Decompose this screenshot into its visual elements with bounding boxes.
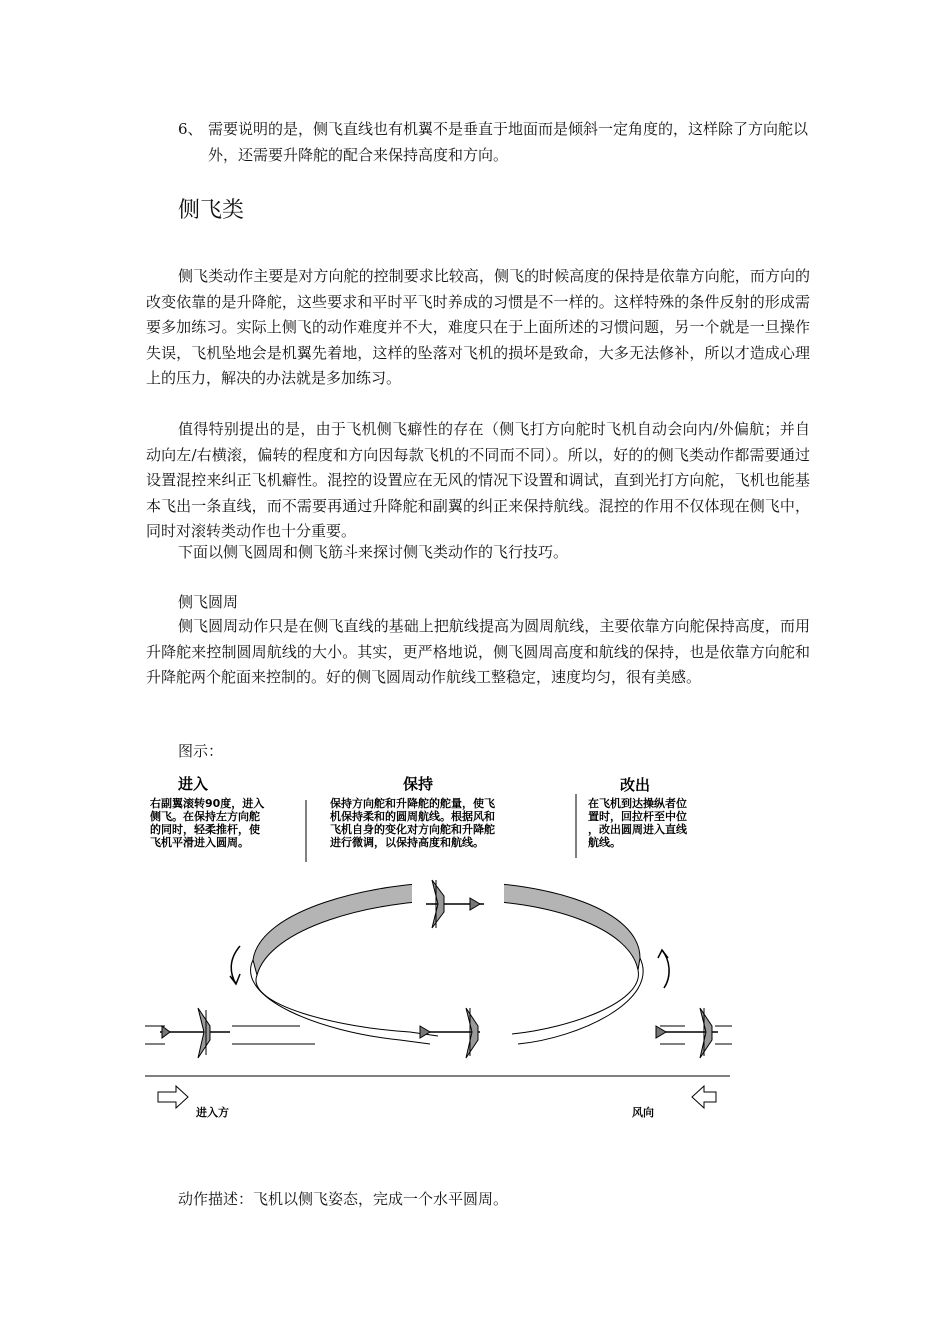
circle-maneuver-diagram: [140, 770, 740, 1130]
figure-label: 图示：: [178, 742, 224, 760]
left-arrow-icon: [692, 1086, 716, 1108]
paragraph-2: 值得特别提出的是，由于飞机侧飞癖性的存在（侧飞打方向舵时飞机自动会向内/外偏航；并自动向左/右横滚，偏转的程度和方向因每款飞机的不同而不同）。所以，好的的侧飞类动作都需要通过设置混控来纠正飞机癖性。混控的设置应在无风的情况下设置和调试，直到光打方向舵，飞机也能基本飞出一条直线，而不需要再通过升降舵和副翼的纠正来保持航线。混控的作用不仅体现在侧飞中，同时对滚转类动作也十分重要。: [146, 420, 810, 540]
enter-line: 右副翼滚转90度，进入: [150, 797, 265, 810]
hold-line: 保持方向舵和升降舵的舵量，使飞: [330, 797, 495, 810]
enter-line: 飞机平滑进入圆周。: [150, 836, 249, 849]
hold-line: 进行微调，以保持高度和航线。: [330, 836, 484, 849]
hold-line: 机保持柔和的圆周航线。根据风和: [330, 810, 495, 823]
paragraph-1: 侧飞类动作主要是对方向舵的控制要求比较高，侧飞的时候高度的保持是依靠方向舵，而方向的改变依靠的是升降舵，这些要求和平时平飞时养成的习惯是不一样的。这样特殊的条件反射的形成需要多加练习。实际上侧飞的动作难度并不大，难度只在于上面所述的习惯问题，另一个就是一旦操作失误，飞机坠地会是机翼先着地，这样的坠落对飞机的损坏是致命，大多无法修补，所以才造成心理上的压力，解决的办法就是多加练习。: [146, 267, 810, 387]
airplane-icon: [160, 1008, 230, 1058]
right-arrow-icon: [158, 1086, 188, 1108]
exit-line: 在飞机到达操纵者位: [588, 797, 687, 810]
circle-flight-path: [251, 866, 644, 1044]
intro-line: 下面以侧飞圆周和侧飞筋斗来探讨侧飞类动作的飞行技巧。: [178, 543, 569, 561]
heading-exit: 改出: [620, 776, 651, 794]
direction-arrows: [230, 946, 669, 988]
subsection-title: 侧飞圆周: [178, 593, 239, 611]
list-number: 6、: [178, 120, 203, 138]
hold-description: [329, 796, 496, 849]
heading-hold: 保持: [403, 775, 434, 793]
exit-description: [588, 796, 688, 849]
exit-line: 航线。: [588, 836, 621, 849]
entry-direction-label: 进入方: [196, 1106, 229, 1119]
subsection-paragraph: 侧飞圆周动作只是在侧飞直线的基础上把航线提高为圆周航线，主要依靠方向舵保持高度，而用升降舵来控制圆周航线的大小。其实，更严格地说，侧飞圆周高度和航线的保持，也是依靠方向舵和升降舵两个舵面来控制的。好的侧飞圆周动作航线工整稳定，速度均匀，很有美感。: [146, 617, 810, 686]
enter-line: 的同时，轻柔推杆，使: [150, 823, 260, 836]
enter-line: 侧飞。在保持左方向舵: [150, 810, 260, 823]
numbered-list-item: [178, 116, 818, 168]
exit-line: 置时，回拉杆至中位: [588, 810, 687, 823]
heading-enter: 进入: [178, 775, 209, 793]
section-title: 侧飞类: [178, 198, 245, 223]
arrowhead-icon: [658, 950, 668, 958]
straight-tracks: [145, 1026, 732, 1044]
arrowhead-icon: [230, 974, 240, 984]
hold-line: 飞机自身的变化对方向舵和升降舵: [330, 823, 495, 836]
path-gap: [412, 866, 504, 926]
enter-description: [149, 796, 264, 849]
figure-caption: 动作描述：飞机以侧飞姿态，完成一个水平圆周。: [178, 1190, 509, 1208]
airplane-icon: [656, 1008, 718, 1058]
airplane-icon: [420, 1008, 480, 1058]
exit-line: ，改出圆周进入直线: [588, 823, 687, 836]
wind-direction-label: 风向: [632, 1106, 654, 1119]
list-item-text: 需要说明的是，侧飞直线也有机翼不是垂直于地面而是倾斜一定角度的，这样除了方向舵以外，还需要升降舵的配合来保持高度和方向。: [208, 120, 809, 164]
